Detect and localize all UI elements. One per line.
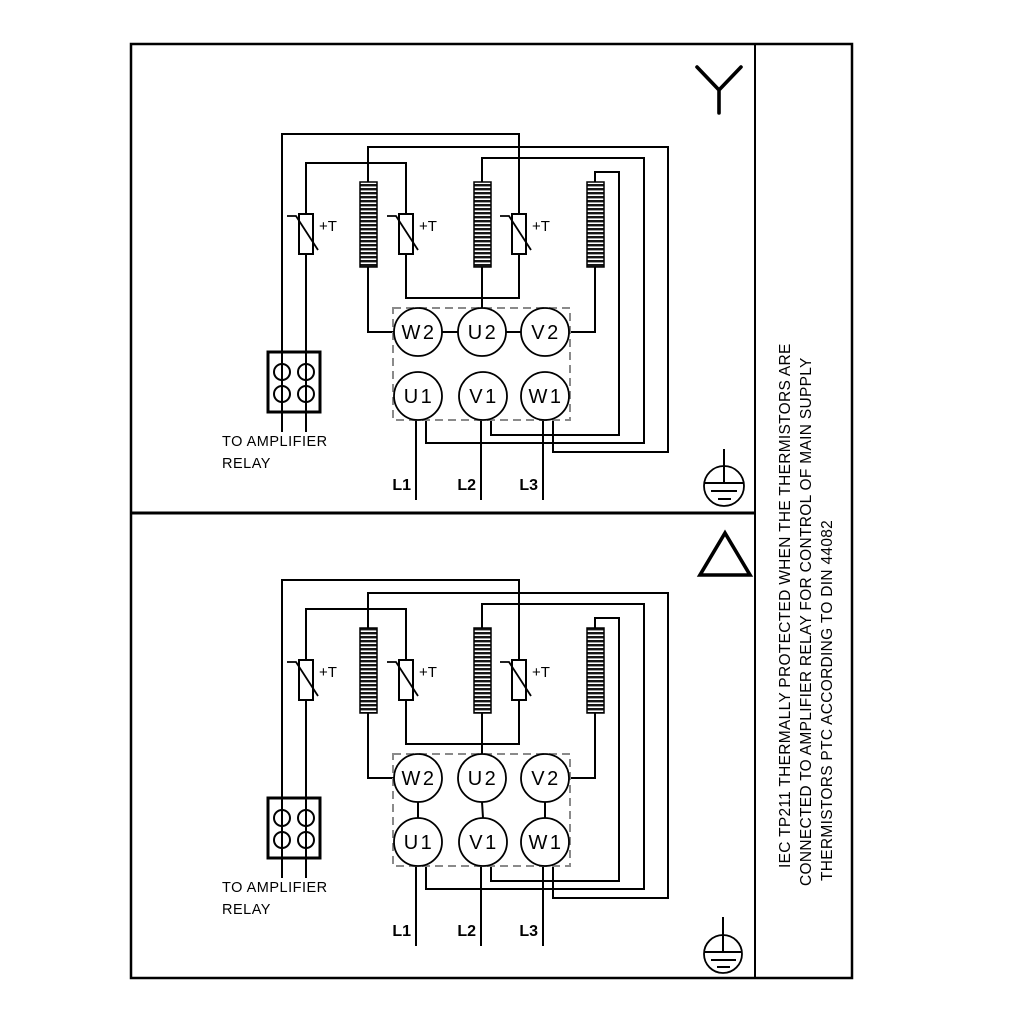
relay-caption-line1: TO AMPLIFIER xyxy=(222,434,328,450)
winding-coil xyxy=(360,182,377,267)
delta-symbol-icon xyxy=(700,533,750,575)
thermistor-icon xyxy=(387,214,418,254)
winding-coil xyxy=(474,628,491,713)
wire xyxy=(406,254,519,298)
supply-label-l3: L3 xyxy=(519,923,538,940)
wire xyxy=(306,609,406,660)
wire xyxy=(306,163,406,214)
earth-ground-icon xyxy=(704,917,742,973)
terminal-label: W2 xyxy=(401,768,437,790)
terminal-label: U2 xyxy=(467,322,499,344)
thermistor-label: +T xyxy=(532,664,550,681)
thermistor-label: +T xyxy=(319,664,337,681)
winding-coil xyxy=(587,182,604,267)
supply-label-l1: L1 xyxy=(392,477,411,494)
supply-label-l2: L2 xyxy=(457,923,476,940)
terminal-label: W1 xyxy=(528,832,564,854)
note-line-3: THERMISTORS PTC ACCORDING TO DIN 44082 xyxy=(819,519,836,881)
winding-coil xyxy=(474,182,491,267)
terminal-label: V2 xyxy=(531,768,561,790)
thermistor-label: +T xyxy=(319,218,337,235)
thermistor-icon xyxy=(287,214,318,254)
terminal-label: V1 xyxy=(469,386,499,408)
terminal-label: U2 xyxy=(467,768,499,790)
thermistor-label: +T xyxy=(419,218,437,235)
star-symbol-icon xyxy=(697,67,741,113)
supply-label-l2: L2 xyxy=(457,477,476,494)
terminal-label: V1 xyxy=(469,832,499,854)
winding-coil xyxy=(360,628,377,713)
supply-label-l3: L3 xyxy=(519,477,538,494)
terminal-label: W1 xyxy=(528,386,564,408)
terminal-label: U1 xyxy=(403,386,435,408)
relay-caption-line2: RELAY xyxy=(222,902,271,918)
winding-coil xyxy=(587,628,604,713)
panel-delta-connection xyxy=(222,533,750,973)
thermistor-icon xyxy=(500,214,531,254)
terminal-label: V2 xyxy=(531,322,561,344)
supply-label-l1: L1 xyxy=(392,923,411,940)
relay-terminal-block xyxy=(268,352,320,412)
delta-link-u2-v1 xyxy=(482,802,483,818)
thermistor-icon xyxy=(500,660,531,700)
terminal-label: U1 xyxy=(403,832,435,854)
note-line-1: IEC TP211 THERMALLY PROTECTED WHEN THE THERMISTORS ARE xyxy=(777,343,794,868)
note-line-2: CONNECTED TO AMPLIFIER RELAY FOR CONTROL OF MAIN SUPPLY xyxy=(798,357,815,886)
terminal-label: W2 xyxy=(401,322,437,344)
wire xyxy=(368,713,394,778)
thermistor-label: +T xyxy=(419,664,437,681)
thermistor-label: +T xyxy=(532,218,550,235)
thermistor-icon xyxy=(387,660,418,700)
wire xyxy=(569,713,595,778)
relay-caption-line1: TO AMPLIFIER xyxy=(222,880,328,896)
relay-terminal-block xyxy=(268,798,320,858)
wire xyxy=(406,700,519,744)
thermistor-icon xyxy=(287,660,318,700)
note-column xyxy=(777,343,836,886)
relay-caption-line2: RELAY xyxy=(222,456,271,472)
wire xyxy=(569,267,595,332)
panel-star-connection xyxy=(222,67,744,506)
wire xyxy=(368,267,394,332)
earth-ground-icon xyxy=(704,449,744,506)
